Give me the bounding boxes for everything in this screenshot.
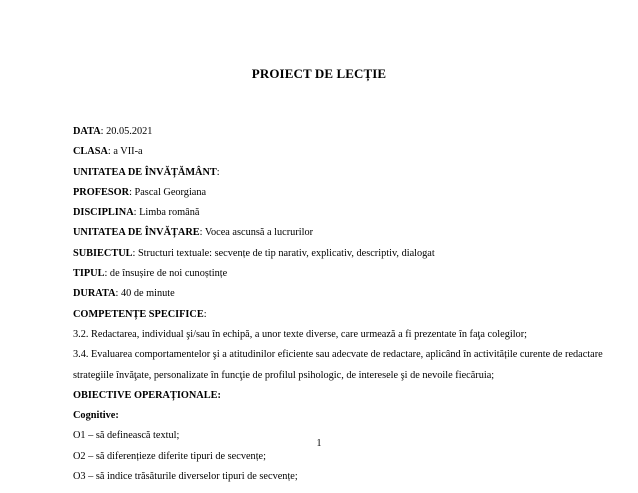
- field-label: COMPETENȚE SPECIFICE: [73, 308, 204, 320]
- field-value: :: [216, 166, 220, 178]
- field-unitatea-invatamant: [73, 163, 593, 183]
- field-value: : 40 de minute: [115, 288, 175, 300]
- obiectiv-item: O3 – să indice trăsăturile diverselor tipuri de secvențe;: [73, 471, 298, 483]
- field-data: [73, 122, 593, 142]
- field-label: PROFESOR: [73, 186, 130, 198]
- field-disciplina: [73, 203, 593, 223]
- field-label: DURATA: [73, 288, 116, 300]
- field-unitatea-invatare: [73, 223, 593, 243]
- field-tipul: [73, 264, 593, 284]
- field-clasa: [73, 142, 593, 162]
- obiective-heading: OBIECTIVE OPERAȚIONALE:: [73, 389, 221, 401]
- field-subiectul: [73, 244, 593, 264]
- field-value: : Limba română: [133, 207, 200, 219]
- page-number: 1: [316, 438, 322, 449]
- obiectiv-item: O1 – să definească textul;: [73, 430, 180, 442]
- field-value: : a VII-a: [107, 146, 143, 158]
- cognitive-heading: Cognitive:: [73, 410, 119, 422]
- field-competente: [73, 305, 593, 325]
- field-label: DATA: [73, 126, 101, 137]
- field-value: : Pascal Georgiana: [129, 186, 207, 198]
- field-label: TIPUL: [73, 268, 105, 280]
- field-label: UNITATEA DE ÎNVĂȚĂMÂNT: [73, 166, 217, 178]
- field-durata: [73, 284, 593, 304]
- field-value: : de însușire de noi cunoștințe: [104, 268, 228, 280]
- page-title: PROIECT DE LECȚIE: [251, 66, 387, 81]
- competenta-item: 3.2. Redactarea, individual şi/sau în echipă, a unor texte diverse, care urmează a fi prezentate în faţa colegilor;: [73, 328, 527, 340]
- lesson-details: [73, 122, 603, 487]
- field-label: SUBIECTUL: [73, 247, 133, 259]
- competenta-item: 3.4. Evaluarea comportamentelor şi a atitudinilor eficiente sau adecvate de redactare, aplicând în activitățile curente de redactare: [73, 349, 603, 361]
- field-label: DISCIPLINA: [73, 207, 134, 219]
- field-label: CLASA: [73, 146, 108, 158]
- obiectiv-item: O2 – să diferențieze diferite tipuri de secvențe;: [73, 450, 266, 462]
- competenta-item: strategiile învăţate, personalizate în funcţie de profilul psihologic, de interesele şi de nevoile fiecăruia;: [73, 369, 495, 381]
- field-profesor: [73, 183, 593, 203]
- field-value: :: [203, 308, 207, 320]
- field-value: : Structuri textuale: secvențe de tip narativ, explicativ, descriptiv, dialogat: [132, 247, 435, 259]
- field-value: : Vocea ascunsă a lucrurilor: [199, 227, 314, 239]
- field-label: UNITATEA DE ÎNVĂȚARE: [73, 227, 200, 239]
- field-value: : 20.05.2021: [100, 126, 153, 137]
